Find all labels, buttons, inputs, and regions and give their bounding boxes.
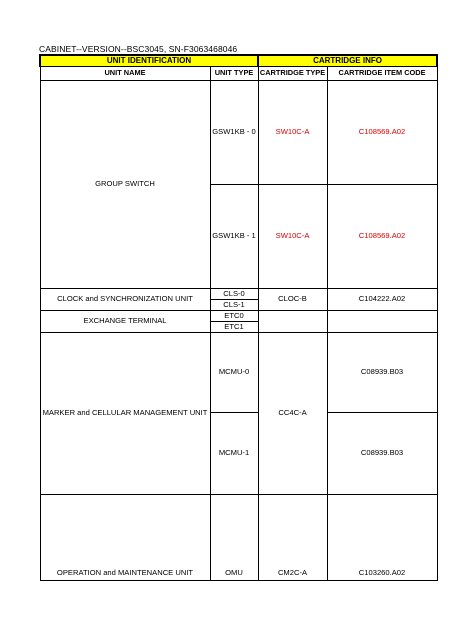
unit-type-cell: OMU (210, 494, 258, 580)
unit-type-cell: CLS-0 (210, 288, 258, 299)
item-code-cell: C104222.A02 (327, 288, 437, 310)
cartridge-item-code-column-header: CARTRIDGE ITEM CODE (327, 66, 437, 80)
unit-name-cell: CLOCK and SYNCHRONIZATION UNIT (40, 288, 210, 310)
document-title: CABINET--VERSION--BSC3045, SN-F3063468046 (39, 44, 238, 54)
cartridge-type-cell: SW10C-A (258, 184, 327, 288)
table-row (40, 332, 437, 412)
group-header-row (40, 55, 437, 66)
unit-type-cell: MCMU-1 (210, 412, 258, 494)
unit-name-cell: EXCHANGE TERMINAL (40, 310, 210, 332)
item-code-cell: C108569.A02 (327, 184, 437, 288)
unit-name-cell: MARKER and CELLULAR MANAGEMENT UNIT (40, 332, 210, 494)
unit-type-cell: GSW1KB - 1 (210, 184, 258, 288)
item-code-cell: C08939.B03 (327, 412, 437, 494)
unit-type-cell: MCMU-0 (210, 332, 258, 412)
cartridge-type-cell: CC4C-A (258, 332, 327, 494)
item-code-cell (327, 310, 437, 332)
unit-type-cell: ETC0 (210, 310, 258, 321)
cartridge-type-cell (258, 310, 327, 332)
item-code-cell: C108569.A02 (327, 80, 437, 184)
cartridge-type-column-header: CARTRIDGE TYPE (258, 66, 327, 80)
table-row (40, 288, 437, 299)
unit-identification-header: UNIT IDENTIFICATION (40, 55, 258, 66)
table-row (40, 494, 437, 580)
item-code-cell: C08939.B03 (327, 332, 437, 412)
cartridge-type-cell: CM2C-A (258, 494, 327, 580)
unit-name-column-header: UNIT NAME (40, 66, 210, 80)
unit-name-cell: OPERATION and MAINTENANCE UNIT (40, 494, 210, 580)
unit-type-cell: CLS-1 (210, 299, 258, 310)
unit-type-cell: ETC1 (210, 321, 258, 332)
cartridge-type-cell: SW10C-A (258, 80, 327, 184)
table-row (40, 310, 437, 321)
table-row (40, 80, 437, 184)
cartridge-table (39, 54, 438, 581)
item-code-cell: C103260.A02 (327, 494, 437, 580)
unit-type-cell: GSW1KB - 0 (210, 80, 258, 184)
cartridge-type-cell: CLOC-B (258, 288, 327, 310)
column-header-row (40, 66, 437, 80)
unit-type-column-header: UNIT TYPE (210, 66, 258, 80)
cartridge-info-header: CARTRIDGE INFO (258, 55, 437, 66)
unit-name-cell: GROUP SWITCH (40, 80, 210, 288)
